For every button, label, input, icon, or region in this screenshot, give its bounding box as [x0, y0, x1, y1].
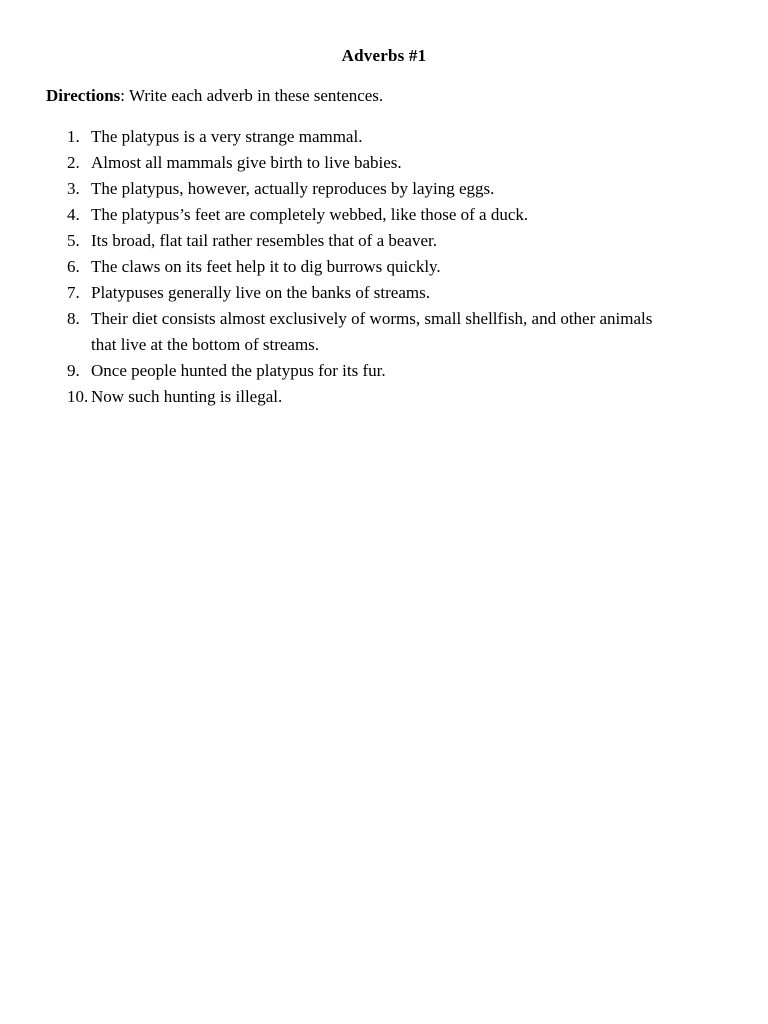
item-text: Their diet consists almost exclusively of worms, small shellfish, and other animals that live at the bottom of streams. [91, 309, 653, 354]
list-item [0, 150, 768, 176]
list-item [0, 228, 768, 254]
directions [46, 86, 383, 106]
list-item [0, 384, 768, 410]
list-item [0, 280, 768, 306]
item-number: 8. [67, 309, 80, 328]
item-text: The platypus’s feet are completely webbed, like those of a duck. [91, 205, 529, 224]
item-text: Platypuses generally live on the banks of streams. [91, 283, 430, 302]
list-item [0, 358, 768, 384]
item-text: The platypus, however, actually reproduces by laying eggs. [91, 179, 495, 198]
item-text: Now such hunting is illegal. [91, 387, 283, 406]
item-number: 5. [67, 231, 80, 250]
item-text: The claws on its feet help it to dig burrows quickly. [91, 257, 441, 276]
item-number: 1. [67, 127, 80, 146]
directions-text: : Write each adverb in these sentences. [120, 86, 384, 105]
item-number: 6. [67, 257, 80, 276]
item-number: 9. [67, 361, 80, 380]
item-number: 2. [67, 153, 80, 172]
page-title: Adverbs #1 [341, 46, 427, 65]
sentence-list [0, 124, 768, 410]
list-item [0, 306, 768, 358]
list-item [0, 176, 768, 202]
list-item [0, 124, 768, 150]
list-item [0, 202, 768, 228]
item-number: 3. [67, 179, 80, 198]
item-number: 7. [67, 283, 80, 302]
list-item [0, 254, 768, 280]
directions-label: Directions [46, 86, 121, 105]
item-text: Almost all mammals give birth to live babies. [91, 153, 402, 172]
item-number: 10. [67, 387, 89, 406]
item-text: The platypus is a very strange mammal. [91, 127, 363, 146]
item-text: Its broad, flat tail rather resembles that of a beaver. [91, 231, 437, 250]
item-number: 4. [67, 205, 80, 224]
item-text: Once people hunted the platypus for its fur. [91, 361, 386, 380]
